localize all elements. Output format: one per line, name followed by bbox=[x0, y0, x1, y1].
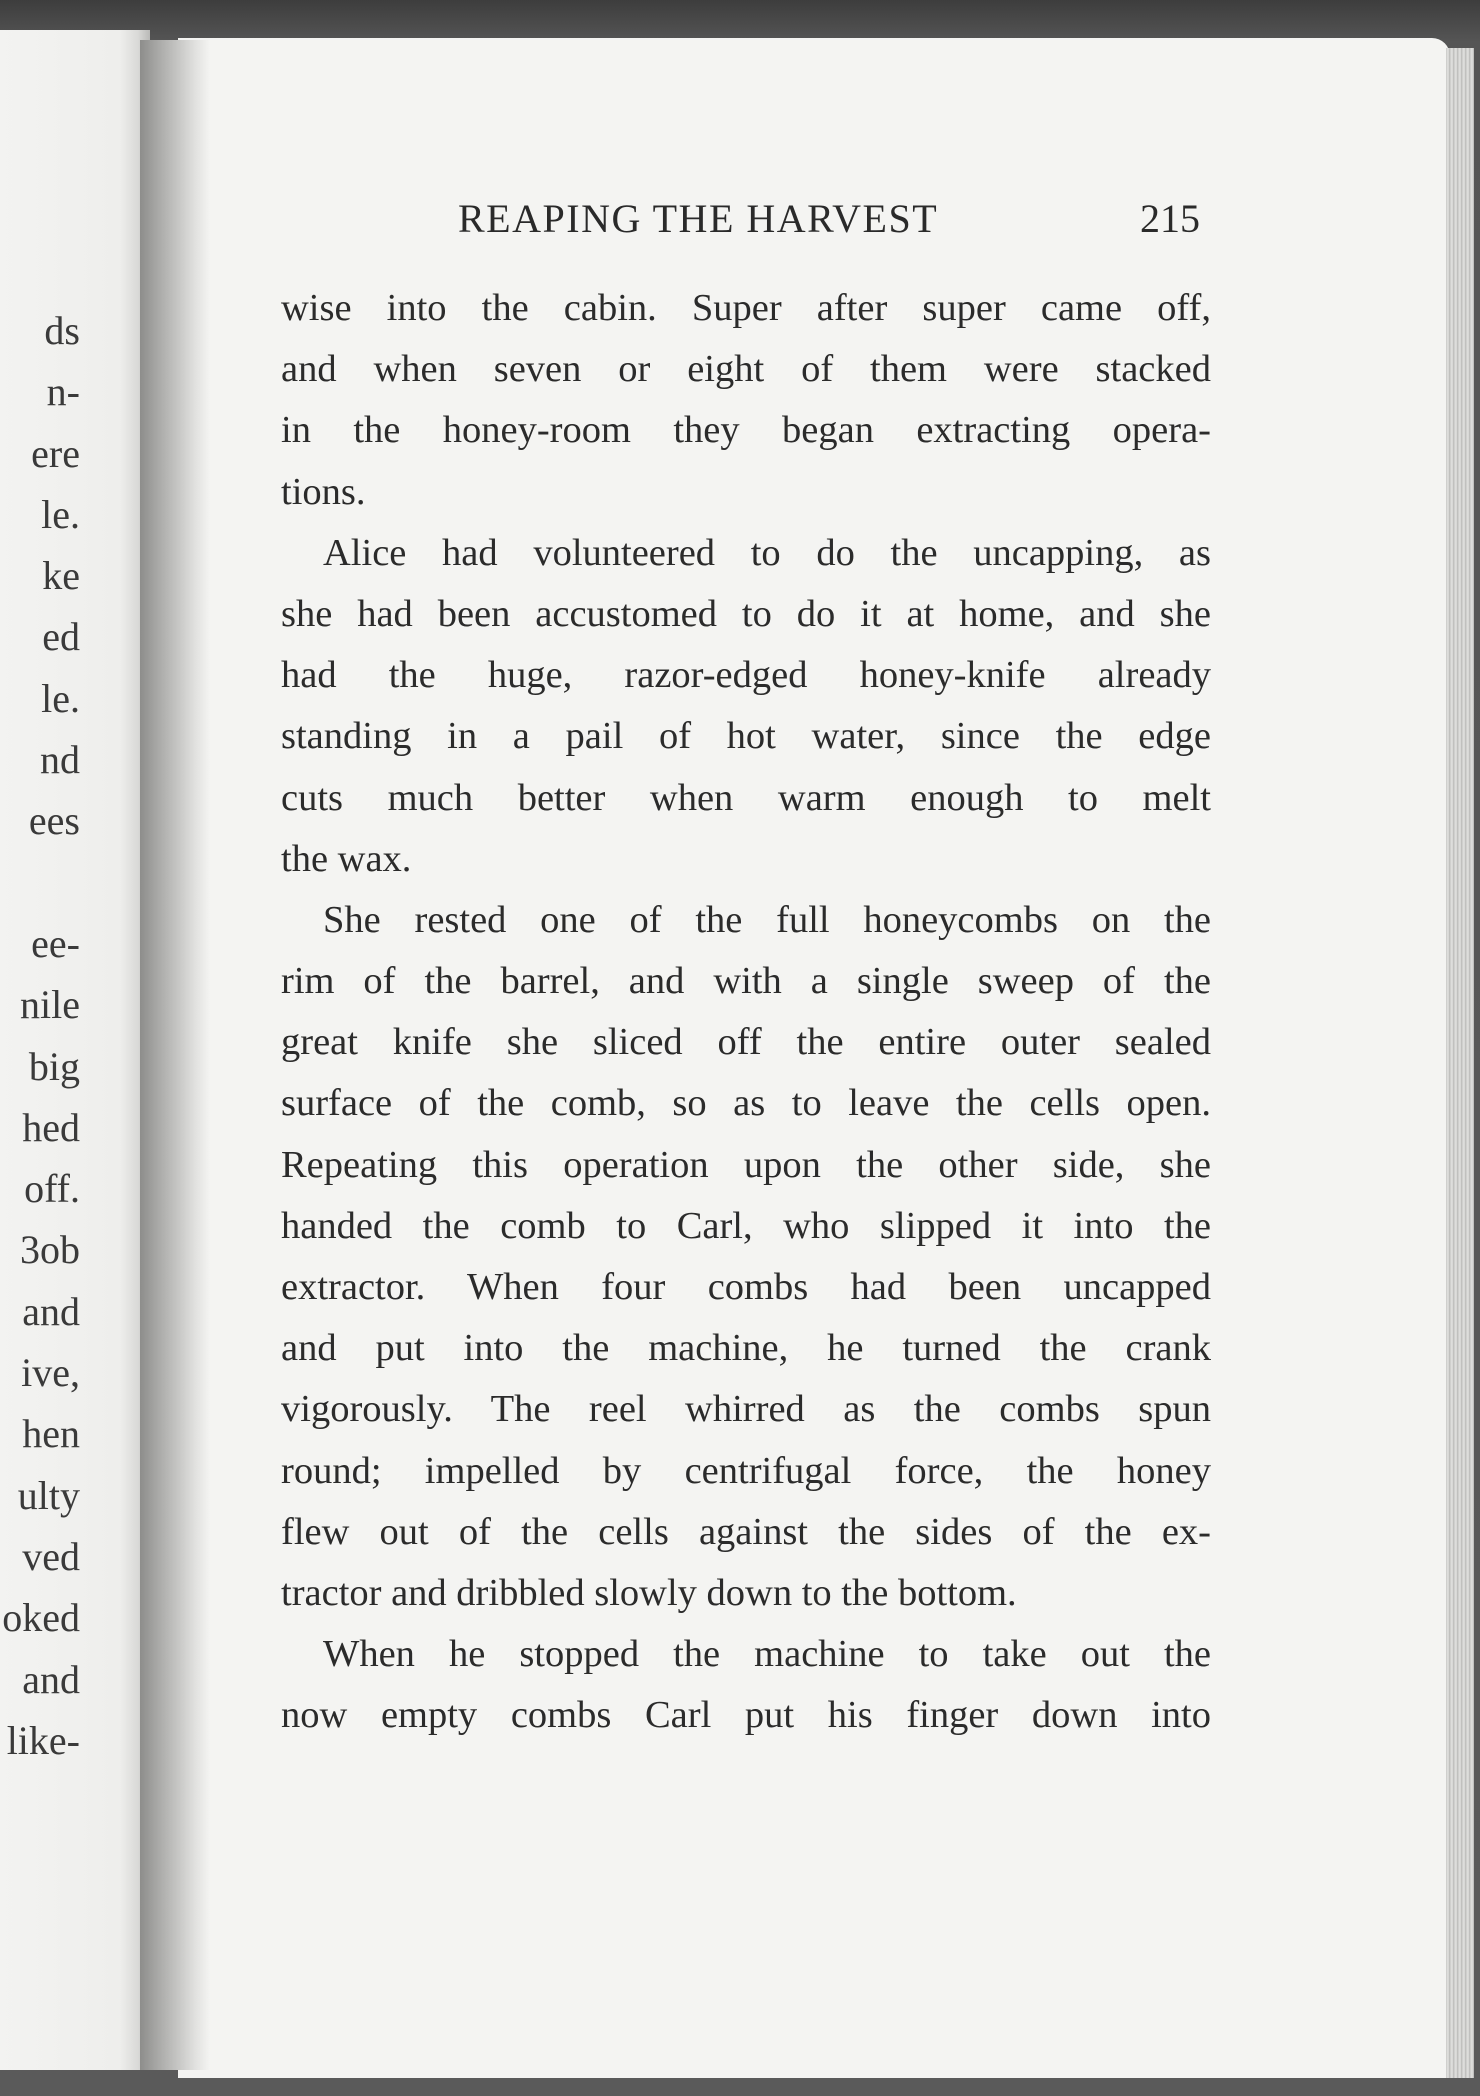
left-page-text-fragments bbox=[0, 300, 80, 1771]
left-page-fragment: ees bbox=[28, 798, 80, 844]
text-line: and when seven or eight of them were stacked bbox=[281, 348, 1211, 391]
left-page-fragment: ved bbox=[22, 1533, 80, 1579]
left-page-fragment bbox=[0, 852, 80, 913]
left-page-fragment: hen bbox=[22, 1411, 80, 1457]
left-page-fragment: big bbox=[28, 1043, 80, 1089]
left-page-fragment: le. bbox=[41, 491, 80, 537]
text-line: had the huge, razor-edged honey-knife already bbox=[281, 654, 1211, 697]
text-line: standing in a pail of hot water, since the edge bbox=[281, 715, 1211, 758]
text-line: rim of the barrel, and with a single sweep of the bbox=[281, 960, 1211, 1003]
left-page-fragment: ere bbox=[31, 430, 80, 476]
page-number: 215 bbox=[1140, 196, 1200, 241]
text-line: Alice had volunteered to do the uncapping, as bbox=[323, 531, 1211, 574]
left-page-fragment: like- bbox=[6, 1717, 80, 1763]
left-page-fragment: oked bbox=[2, 1595, 80, 1641]
left-page-fragment: nile bbox=[20, 982, 80, 1028]
left-page-fragment: ke bbox=[42, 553, 80, 599]
left-page-fragment: ive, bbox=[21, 1350, 80, 1396]
text-line: great knife she sliced off the entire outer sealed bbox=[281, 1021, 1211, 1064]
text-line: handed the comb to Carl, who slipped it into the bbox=[281, 1204, 1211, 1247]
text-line: Repeating this operation upon the other side, she bbox=[281, 1143, 1211, 1186]
text-line: in the honey-room they began extracting opera- bbox=[281, 409, 1211, 452]
text-line: extractor. When four combs had been uncapped bbox=[281, 1266, 1211, 1308]
text-line: now empty combs Carl put his finger down into bbox=[281, 1694, 1211, 1737]
text-line: tractor and dribbled slowly down to the bottom. bbox=[281, 1571, 1017, 1614]
page-edges bbox=[1446, 48, 1474, 2078]
book-gutter-shadow bbox=[140, 40, 210, 2070]
text-line: tions. bbox=[281, 470, 366, 513]
text-line: round; impelled by centrifugal force, the honey bbox=[281, 1449, 1211, 1492]
body-text bbox=[281, 278, 1211, 1747]
left-page-fragment: ulty bbox=[17, 1472, 80, 1518]
left-page-fragment: le. bbox=[41, 675, 80, 721]
left-page-fragment: off. bbox=[24, 1166, 80, 1212]
page-header bbox=[458, 195, 1208, 255]
text-line: vigorously. The reel whirred as the combs spun bbox=[281, 1388, 1211, 1431]
text-line: surface of the comb, so as to leave the cells open. bbox=[281, 1082, 1211, 1125]
text-line: wise into the cabin. Super after super came off, bbox=[281, 287, 1211, 329]
left-page-fragment: and bbox=[22, 1288, 80, 1334]
left-page-fragment: ed bbox=[42, 614, 80, 660]
left-page-fragment: ds bbox=[44, 308, 80, 353]
left-page-fragment: ee- bbox=[31, 920, 80, 966]
left-page-fragment: n- bbox=[46, 369, 80, 415]
left-page-fragment: nd bbox=[40, 737, 80, 783]
text-line: and put into the machine, he turned the crank bbox=[281, 1327, 1211, 1370]
left-facing-page bbox=[0, 30, 150, 2070]
text-line: she had been accustomed to do it at home, and she bbox=[281, 592, 1211, 635]
running-head: REAPING THE HARVEST bbox=[458, 196, 939, 241]
text-line: When he stopped the machine to take out the bbox=[323, 1633, 1211, 1676]
text-line: the wax. bbox=[281, 837, 412, 880]
text-line: flew out of the cells against the sides of the ex- bbox=[281, 1510, 1211, 1553]
text-line: cuts much better when warm enough to melt bbox=[281, 776, 1211, 819]
left-page-fragment: 3ob bbox=[20, 1227, 80, 1273]
left-page-fragment: hed bbox=[22, 1104, 80, 1150]
text-line: She rested one of the full honeycombs on the bbox=[323, 898, 1211, 941]
left-page-fragment: and bbox=[22, 1656, 80, 1702]
